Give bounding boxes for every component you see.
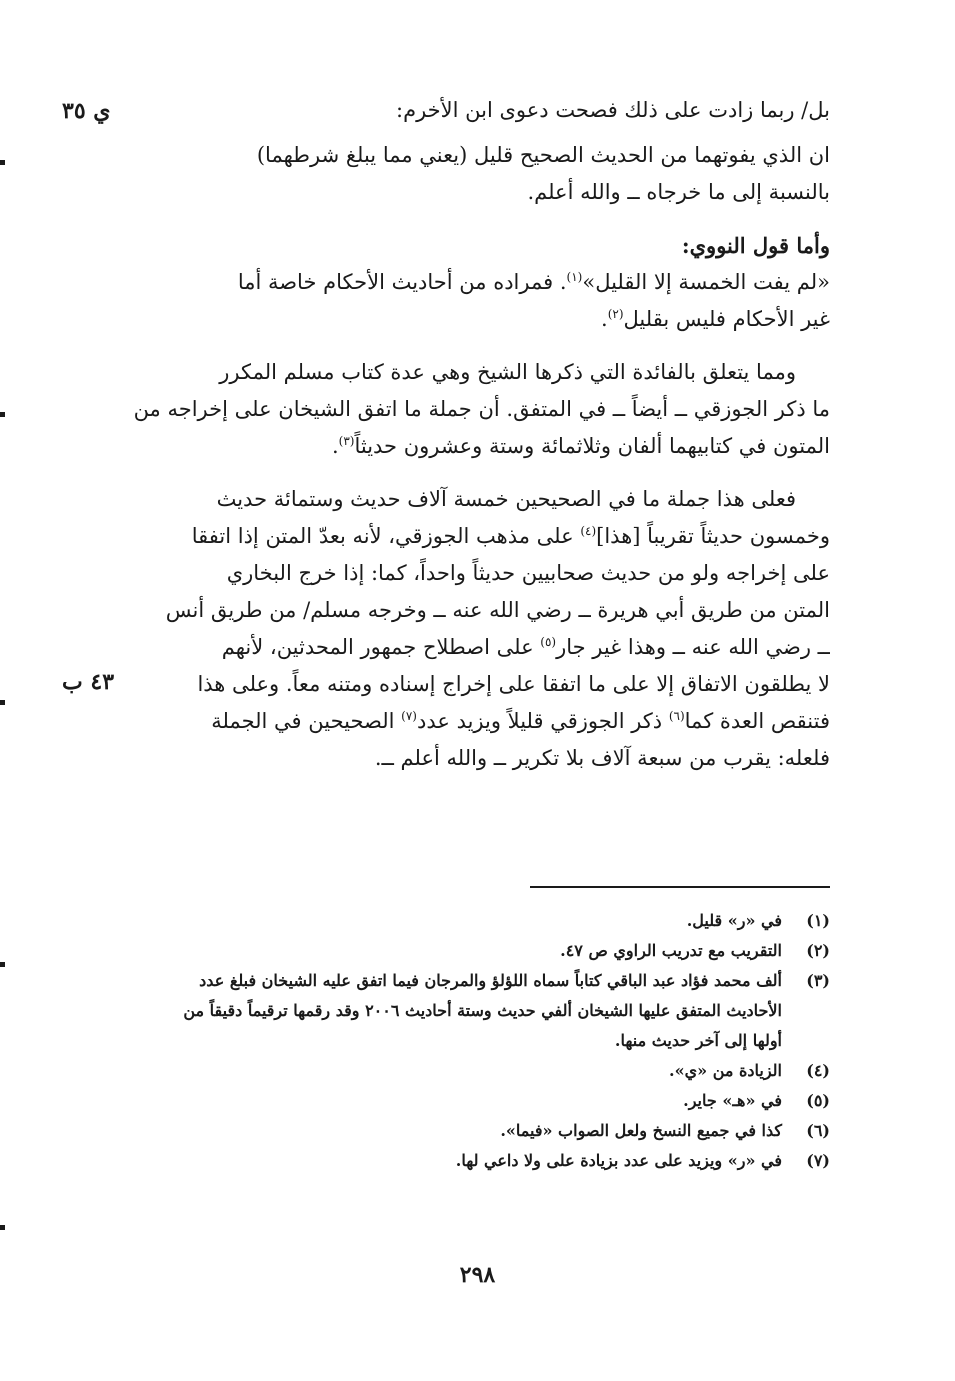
footnote-ref-2: (٢) <box>607 307 624 321</box>
line-text: . فمراده من أحاديث الأحكام خاصة أما <box>237 270 567 294</box>
footnote-number: (٥) <box>806 1091 830 1110</box>
spacer <box>125 338 830 354</box>
spacer <box>125 211 830 227</box>
footnote-number: (١) <box>806 911 830 930</box>
text-line <box>125 703 830 740</box>
footnote-7 <box>125 1146 830 1176</box>
text-line: المتن من طريق أبي هريرة ــ رضي الله عنه ــ وخرجه مسلم/ من طريق أنس <box>165 598 830 622</box>
line-text: الصحيحين في الجملة <box>211 709 402 733</box>
text-line <box>125 428 830 465</box>
line-text: وخمسون حديثاً تقريباً [هذا] <box>596 524 830 548</box>
footnote-ref-5: (٥) <box>540 635 557 649</box>
scan-edge-mark <box>0 1225 5 1230</box>
footnote-number: (٤) <box>806 1061 830 1080</box>
text-line <box>125 518 830 555</box>
footnote-6 <box>125 1116 830 1146</box>
footnote-text: في «ر» قليل. <box>686 911 782 930</box>
text-line: ومما يتعلق بالفائدة التي ذكرها الشيخ وهي عدة كتاب مسلم المكرر <box>219 360 796 384</box>
footnote-number: (٢) <box>806 941 830 960</box>
line-text: فتنقص العدة كما <box>684 709 830 733</box>
text-line: ان الذي يفوتهما من الحديث الصحيح قليل (يعني مما يبلغ شرطهما) <box>256 143 830 167</box>
footnote-4 <box>125 1056 830 1086</box>
footnote-line: ألف محمد فؤاد عبد الباقي كتاباً سماه اللؤلؤ والمرجان فيما اتفق عليه الشيخان فبلغ عدد <box>199 971 782 990</box>
footnote-number: (٣) <box>806 971 830 990</box>
scan-edge-mark <box>0 160 5 165</box>
text-line: لا يطلقون الاتفاق إلا على ما اتفقا على إخراج إسناده ومتنه معاً. وعلى هذا <box>197 672 830 696</box>
line-text: على اصطلاح جمهور المحدثين، لأنهم <box>221 635 541 659</box>
line-text: ذكر الجوزقي قليلاً ويزيد عدد <box>416 709 669 733</box>
footnote-line: أولها إلى آخر حديث منها. <box>614 1031 782 1050</box>
line-text: المتون في كتابيهما ألفان وثلاثمائة وستة وعشرون حديثاً <box>354 434 830 458</box>
footnote-line: الأحاديث المتفق عليها الشيخان ألفي حديث وستة أحاديث ٢٠٠٦ وقد رقمها ترقيماً دقيقاً من <box>183 1001 782 1020</box>
text-line <box>125 629 830 666</box>
footnote-2 <box>125 936 830 966</box>
footnote-ref-7: (٧) <box>401 709 417 723</box>
footnote-text: في «هـ» جاير. <box>683 1091 782 1110</box>
footnote-text: في «ر» ويزيد على عدد بزيادة على ولا داعي لها. <box>455 1151 782 1170</box>
footnote-text: التقريب مع تدريب الراوي ص ٤٧. <box>560 941 782 960</box>
text-line: بالنسبة إلى ما خرجاه ــ والله أعلم. <box>527 180 830 204</box>
line-text: . <box>331 434 339 458</box>
text-line <box>125 301 830 338</box>
text-line <box>125 264 830 301</box>
line-text: على مذهب الجوزقي، لأنه بعدّ المتن إذا اتفقا <box>191 524 581 548</box>
footnote-text <box>125 966 782 1056</box>
line-text: ــ رضي الله عنه ــ وهذا غير جار <box>556 635 830 659</box>
scan-edge-mark <box>0 700 5 705</box>
text-line: فعلى هذا جملة ما في الصحيحين خمسة آلاف حديث وستمائة حديث <box>216 487 796 511</box>
section-heading: وأما قول النووي: <box>681 233 830 258</box>
line-text: غير الأحكام فليس بقليل <box>623 307 830 331</box>
footnote-separator <box>530 886 830 888</box>
page-number: ٢٩٨ <box>459 1262 496 1288</box>
folio-reference-middle: ٤٣ ب <box>62 669 115 695</box>
text-line: فلعله: يقرب من سبعة آلاف بلا تكرير ــ والله أعلم ــ. <box>374 746 830 770</box>
footnote-5 <box>125 1086 830 1116</box>
text-line: ما ذكر الجوزقي ــ أيضاً ــ في المتفق. أن جملة ما اتفق الشيخان على إخراجه من <box>133 397 830 421</box>
footnotes <box>125 906 830 1176</box>
quote-text: «لم يفت الخمسة إلا القليل» <box>582 270 830 294</box>
footnote-number: (٧) <box>806 1151 830 1170</box>
text-line: بل/ ربما زادت على ذلك فصحت دعوى ابن الأخرم: <box>396 98 830 122</box>
footnote-ref-3: (٣) <box>338 434 355 448</box>
footnote-1 <box>125 906 830 936</box>
footnote-text: الزيادة من «ي». <box>669 1061 782 1080</box>
footnote-ref-4: (٤) <box>580 524 597 538</box>
spacer <box>125 465 830 481</box>
line-text: . <box>601 307 608 331</box>
scan-edge-mark <box>0 412 5 417</box>
footnote-3 <box>125 966 830 1056</box>
footnote-ref-1: (١) <box>566 270 583 284</box>
main-text <box>125 92 830 777</box>
text-line: على إخراجه ولو من حديث صحابيين حديثاً واحداً، كما: إذا خرج البخاري <box>226 561 830 585</box>
footnote-number: (٦) <box>806 1121 830 1140</box>
footnote-text: كذا في جميع النسخ ولعل الصواب «فيما». <box>500 1121 782 1140</box>
scan-edge-mark <box>0 962 5 967</box>
footnote-ref-6: (٦) <box>668 709 685 723</box>
folio-reference-top: ي ٣٥ <box>62 98 111 124</box>
